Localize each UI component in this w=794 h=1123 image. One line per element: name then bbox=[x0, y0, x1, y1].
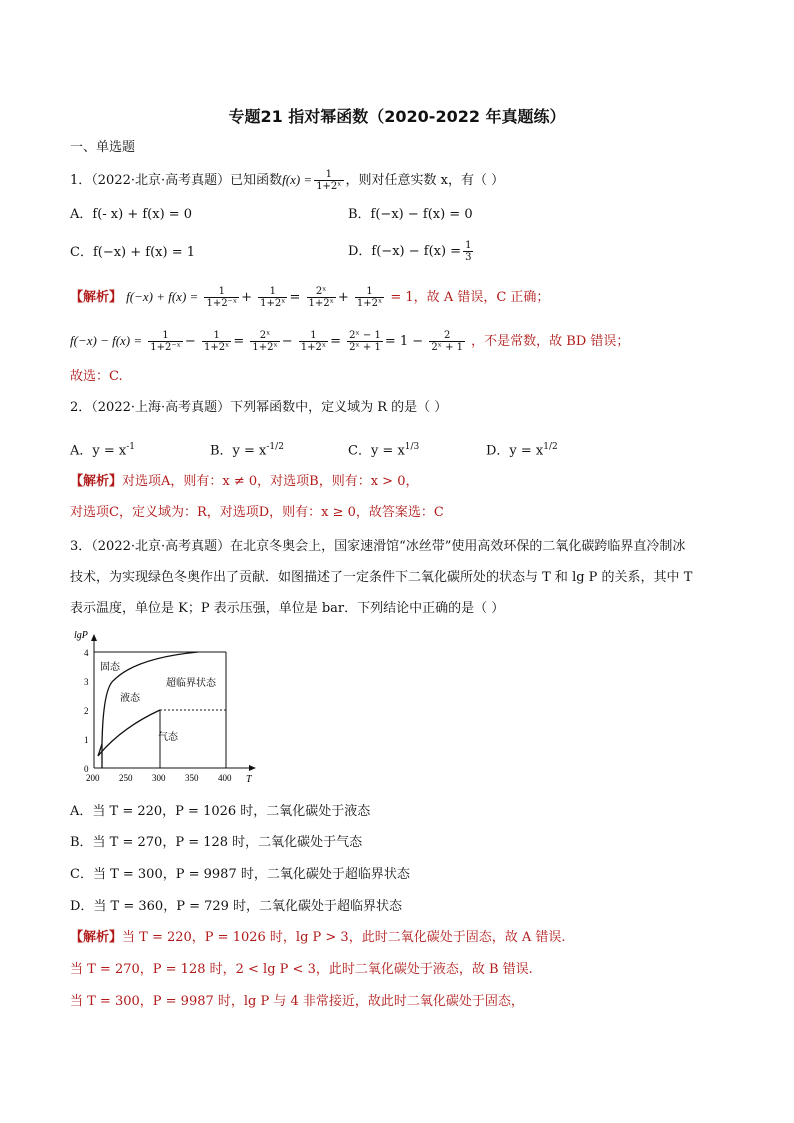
analysis-tag: 【解析】 bbox=[70, 290, 123, 305]
q1-function: f(x) = bbox=[282, 172, 313, 187]
y-axis-label: lgP bbox=[74, 630, 88, 641]
region-liquid: 液态 bbox=[120, 693, 140, 704]
q3-analysis-line2: 当 T = 270，P = 128 时，2 < lg P < 3，此时二氧化碳处于液态，故 B 错误. bbox=[70, 962, 533, 977]
q1-answer: 故选：C. bbox=[70, 369, 123, 384]
q3-option-a[interactable]: A．当 T = 220，P = 1026 时，二氧化碳处于液态 bbox=[70, 804, 371, 819]
x-axis-label: T bbox=[246, 774, 252, 785]
y-tick-3: 3 bbox=[84, 677, 89, 687]
q2-stem: 2．（2022·上海·高考真题）下列幂函数中，定义域为 R 的是（ ） bbox=[70, 400, 448, 415]
q2-analysis-line1: 【解析】对选项A，则有：x ≠ 0，对选项B，则有：x > 0， bbox=[70, 474, 419, 489]
q1-option-d[interactable]: D．f(−x) − f(x) = $\frac{1}{3}$ bbox=[348, 240, 472, 263]
q1-option-a[interactable]: A．f(- x) + f(x) = 0 bbox=[70, 207, 193, 222]
x-axis-arrow bbox=[249, 765, 256, 771]
section-heading: 一、单选题 bbox=[70, 140, 136, 155]
q2-analysis-line2: 对选项C，定义域为：R，对选项D，则有：x ≥ 0，故答案选：C bbox=[70, 505, 444, 520]
q3-option-d[interactable]: D．当 T = 360，P = 729 时，二氧化碳处于超临界状态 bbox=[70, 899, 403, 914]
q1-stem-text: 1．（2022·北京·高考真题）已知函数 bbox=[70, 173, 283, 188]
q1-option-b[interactable]: B．f(−x) − f(x) = 0 bbox=[348, 207, 473, 222]
q1-stem bbox=[70, 169, 504, 192]
y-tick-2: 2 bbox=[84, 706, 89, 716]
q2-option-d[interactable]: D．$y = x^{1/2}$ bbox=[486, 442, 558, 459]
region-solid: 固态 bbox=[100, 662, 120, 673]
liquid-gas-curve bbox=[98, 710, 160, 756]
y-tick-1: 1 bbox=[84, 735, 89, 745]
y-tick-0: 0 bbox=[84, 764, 89, 774]
q3-option-c[interactable]: C．当 T = 300，P = 9987 时，二氧化碳处于超临界状态 bbox=[70, 867, 410, 882]
region-gas: 气态 bbox=[158, 732, 178, 743]
page-title: 专题21 指对幂函数（2020-2022 年真题练） bbox=[228, 107, 566, 126]
q3-analysis-line1: 【解析】当 T = 220，P = 1026 时，lg P > 3，此时二氧化碳处于固态，故 A 错误. bbox=[70, 930, 566, 945]
q3-option-b[interactable]: B．当 T = 270，P = 128 时，二氧化碳处于气态 bbox=[70, 835, 363, 850]
x-tick-250: 250 bbox=[119, 773, 133, 783]
q3-stem-line2: 技术，为实现绿色冬奥作出了贡献．如图描述了一定条件下二氧化碳所处的状态与 T 和 lg P 的关系，其中 T bbox=[70, 570, 693, 585]
y-axis-arrow bbox=[91, 634, 97, 641]
q1-stem-fraction: $\frac{1}{\text{1+2ˣ}}$ bbox=[316, 169, 342, 192]
q1-option-c[interactable]: C．f(−x) + f(x) = 1 bbox=[70, 245, 195, 260]
q3-stem-line3: 表示温度，单位是 K；P 表示压强，单位是 bar．下列结论中正确的是（ ） bbox=[70, 601, 505, 616]
x-tick-350: 350 bbox=[185, 773, 199, 783]
q2-option-a[interactable]: A．$y = x^{-1}$ bbox=[70, 442, 136, 459]
phase-diagram bbox=[66, 628, 266, 788]
q2-option-b[interactable]: B．$y = x^{-1/2}$ bbox=[210, 442, 284, 459]
x-tick-400: 400 bbox=[218, 773, 232, 783]
x-tick-300: 300 bbox=[152, 773, 166, 783]
q1-analysis-line1: 【解析】 f(−x) + f(x) = $\frac{1}{\text{1+2⁻ˣ}}$ + $\frac{1}{\text{1+2ˣ}}$ = $\frac{\text{2ˣ}}{\text{1+2ˣ}}$ + $\frac{1}{\text{1+2ˣ}}$ = 1，故 A 错误，C 正确； bbox=[70, 286, 550, 309]
x-tick-200: 200 bbox=[86, 773, 100, 783]
q1-analysis-line2: f(−x) − f(x) = $\frac{1}{\text{1+2⁻ˣ}}$ − $\frac{1}{\text{1+2ˣ}}$ = $\frac{\text{2ˣ}}{\text{1+2ˣ}}$ − $\frac{1}{\text{1+2ˣ}}$ = $\frac{\text{2ˣ − 1}}{\text{2ˣ + 1}}$ = 1 − $\frac{2}{\text{2ˣ + 1}}$ ，不是常数，故 BD 错误； bbox=[70, 330, 630, 353]
q3-analysis-line3: 当 T = 300，P = 9987 时，lg P 与 4 非常接近，故此时二氧化碳处于固态， bbox=[70, 994, 524, 1009]
q1-stem-tail: ，则对任意实数 x，有（ ） bbox=[345, 173, 505, 188]
y-tick-4: 4 bbox=[84, 648, 89, 658]
q3-stem-line1: 3．（2022·北京·高考真题）在北京冬奥会上，国家速滑馆“冰丝带”使用高效环保的二氧化碳跨临界直冷制冰 bbox=[70, 539, 686, 554]
region-supercritical: 超临界状态 bbox=[166, 678, 216, 689]
q2-option-c[interactable]: C．$y = x^{1/3}$ bbox=[348, 442, 420, 459]
